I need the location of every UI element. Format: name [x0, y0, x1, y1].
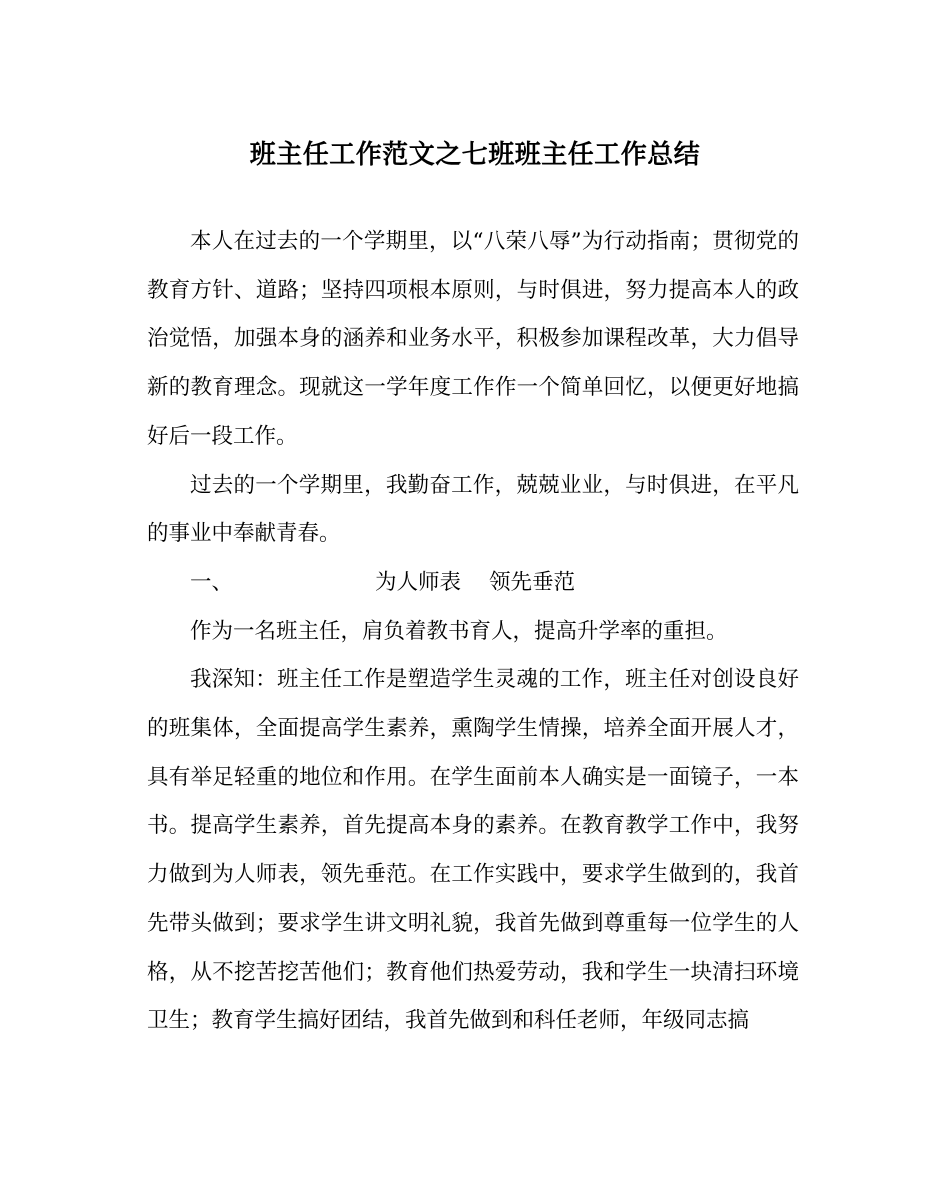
- document-title: 班主任工作范文之七班班主任工作总结: [249, 140, 701, 170]
- paragraph-responsibility: 作为一名班主任，肩负着教书育人，提高升学率的重担。: [190, 618, 728, 644]
- section-number: 一、: [190, 569, 234, 595]
- paragraph-role-model: 我深知：班主任工作是塑造学生灵魂的工作，班主任对创设良好的班集体，全面提高学生素养，熏陶学生情操，培养全面开展人才，具有举足轻重的地位和作用。在学生面前本人确实是一面镜子，一本书。提高学生素养，首先提高本身的素养。在教育教学工作中，我努力做到为人师表，领先垂范。在工作实践中，要求学生做到的，我首先带头做到；要求学生讲文明礼貌，我首先做到尊重每一位学生的人格，从不挖苦挖苦他们；教育他们热爱劳动，我和学生一块清扫环境卫生；教育学生搞好团结，我首先做到和科任老师，年级同志搞: [147, 667, 799, 1034]
- section-heading: [147, 559, 799, 608]
- paragraph-summary: 过去的一个学期里，我勤奋工作，兢兢业业，与时俱进，在平凡的事业中奉献青春。: [147, 472, 799, 547]
- document-body: [147, 218, 799, 1046]
- section-heading-part1: 为人师表: [375, 569, 462, 595]
- section-heading-part2: 领先垂范: [489, 569, 576, 595]
- paragraph-intro: 本人在过去的一个学期里，以“八荣八辱”为行动指南；贯彻党的教育方针、道路；坚持四项根本原则，与时俱进，努力提高本人的政治觉悟，加强本身的涵养和业务水平，积极参加课程改革，大力倡导新的教育理念。现就这一学年度工作作一个简单回忆，以便更好地搞好后一段工作。: [147, 229, 799, 449]
